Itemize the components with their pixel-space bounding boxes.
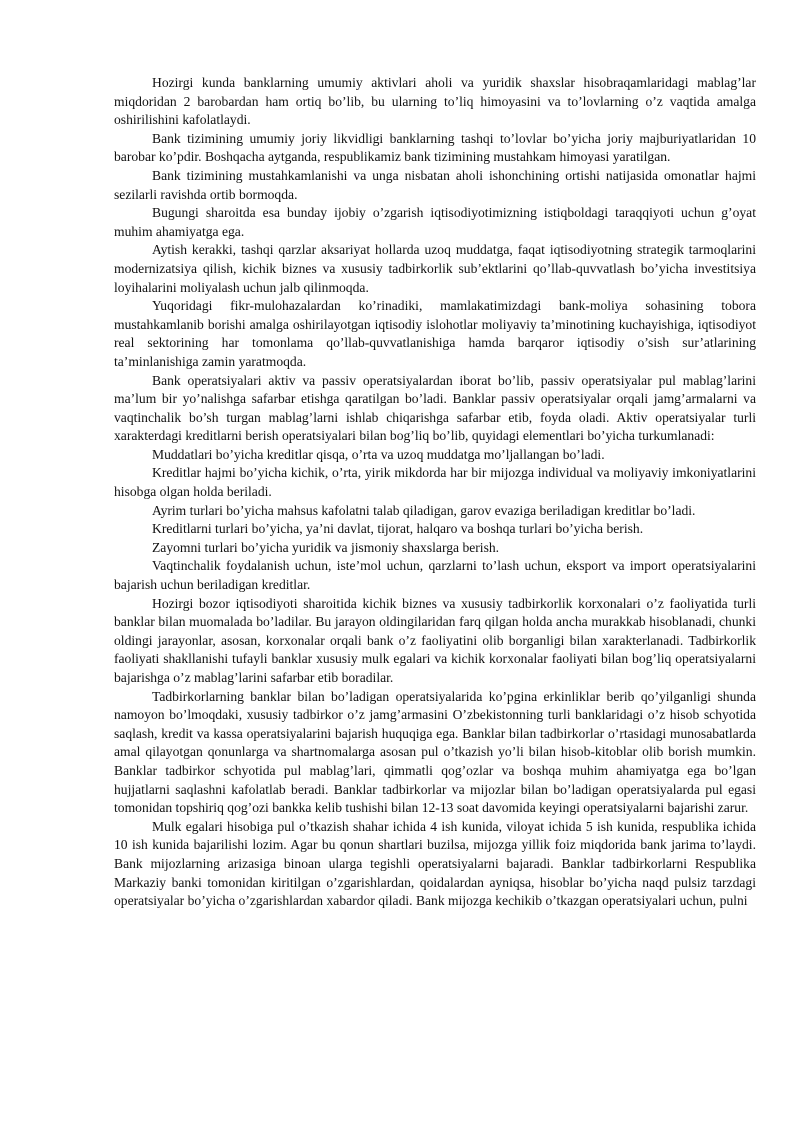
paragraph-transfer-deadlines: Mulk egalari hisobiga pul o’tkazish shahar ichida 4 ish kunida, viloyat ichida 5 ish kunida, respublika ichida 10 ish kunida bajarilishi lozim. Agar bu qonun shartlari buzilsa, mijozga yillik foiz miqdorida bank jarima to’laydi. Bank mijozlarning arizasiga binoan ularga tegishli operatsiyalarni bajaradi. Banklar tadbirkorlarni Respublika Markaziy banki tomonidan kiritilgan o’zgarishlardan, qoidalardan ayniqsa, hisoblar bo’yicha naqd pulsiz tarzdagi operatsiyalar bo’yicha o’zgarishlardan xabardor qiladi. Bank mijozga kechikib o’tkazgan operatsiyalari uchun, pulni <box>114 818 756 909</box>
paragraph-collateral-credits: Ayrim turlari bo’yicha mahsus kafolatni talab qiladigan, garov evaziga beriladigan kreditlar bo’ladi. <box>152 502 696 518</box>
paragraph-entrepreneur-freedoms: Tadbirkorlarning banklar bilan bo’ladigan operatsiyalarida ko’pgina erkinliklar berib qo’yilganligi shunda namoyon bo’lmoqdaki, xususiy tadbirkor o’z jamg’armasini O’zbekistonning turli banklaridagi o’z hisob schyotida saqlash, kredit va kassa operatsiyalarini bajarish huquqiga ega. Banklar bilan tadbirkorlar o’rtasidagi munosabatlarda amal qilayotgan qonunlarga va shartnomalarga asosan pul o’tkazish yo’li bilan hisob-kitoblar olib borish mumkin. Banklar tadbirkor schyotida pul mablag’lari, qimmatli qog’ozlar va boshqa muhim ahamiyatga ega bo’lgan hujjatlarni saqlashni kafolatlab beradi. Banklar tadbirkorlar va mijozlar bilan bo’ladigan operatsiyalarda pul egasi tomonidan topshiriq qog’ozi bankka kelib tushishi bilan 12-13 soat davomida keyingi operatsiyalarni bajarishi zarur. <box>114 688 756 816</box>
paragraph-current-liquidity: Bank tizimining umumiy joriy likvidligi banklarning tashqi to’lovlar bo’yicha joriy majburiyatlaridan 10 barobar ko’pdir. Boshqacha aytganda, respublikamiz bank tizimining mustahkam himoyasi yaratilgan. <box>114 130 756 165</box>
paragraph-external-loans: Aytish kerakki, tashqi qarzlar aksariyat hollarda uzoq muddatga, faqat iqtisodiyotning strategik tarmoqlarini modernizatsiya qilish, kichik biznes va xususiy tadbirkorlik sub’ektlarini qo’llab-quvvatlash bo’yicha investitsiya loyihalarini moliyalash uchun jalb qilinmoqda. <box>114 242 756 295</box>
paragraph-credit-volume: Kreditlar hajmi bo’yicha kichik, o’rta, yirik mikdorda har bir mijozga individual va moliyaviy imkoniyatlarini hisobga olgan holda beriladi. <box>114 465 756 500</box>
paragraph-credit-terms: Muddatlari bo’yicha kreditlar qisqa, o’rta va uzoq muddatga mo’ljallangan bo’ladi. <box>152 446 605 462</box>
paragraph-bank-operations: Bank operatsiyalari aktiv va passiv operatsiyalardan iborat bo’lib, passiv operatsiyalar pul mablag’larini ma’lum bir yo’nalishga safarbar etishga qaratilgan bo’ladi. Banklar passiv operatsiyalar orqali jamg’armalarni va vaqtinchalik bo’sh turgan mablag’larni ishlab chiqarishga safarbar etib, foyda oladi. Aktiv operatsiyalar turli xarakterdagi kreditlarni berish operatsiyalari bilan bog’liq bo’lib, quyidagi elementlari bo’yicha turkumlanadi: <box>114 372 756 444</box>
paragraph-positive-change: Bugungi sharoitda esa bunday ijobiy o’zgarish iqtisodiyotimizning istiqboldagi taraqqiyoti uchun g’oyat muhim ahamiyatga ega. <box>114 205 756 239</box>
paragraph-small-business: Hozirgi bozor iqtisodiyoti sharoitida kichik biznes va xususiy tadbirkorlik korxonalari o’z faoliyatida turli banklar bilan muomalada bo’ladilar. Bu jarayon oldingilaridan farq qilgan holda ancha murakkab hisoblanadi, chunki oldingi jarayonlar, asosan, korxonalar orqali bank o’z faoliyatini olib borganligi bilan xarakterlanadi. Tadbirkorlik faoliyati shakllanishi tufayli banklar xususiy mulk egalari va kichik korxonalar faoliyati bilan bog’liq operatsiyalarni bajarishga o’z mablag’larini safarbar etib boradilar. <box>114 595 756 685</box>
paragraph-loan-types: Zayomni turlari bo’yicha yuridik va jismoniy shaxslarga berish. <box>152 539 500 555</box>
paragraph-deposit-growth: Bank tizimining mustahkamlanishi va unga nisbatan aholi ishonchining ortishi natijasida omonatlar hajmi sezilarli ravishda ortib bormoqda. <box>114 167 756 202</box>
paragraph-temporary-use-credits: Vaqtinchalik foydalanish uchun, iste’mol uchun, qarzlarni to’lash uchun, eksport va import operatsiyalarini bajarish uchun beriladigan kreditlar. <box>114 558 756 593</box>
paragraph-banking-strengthening: Yuqoridagi fikr-mulohazalardan ko’rinadiki, mamlakatimizdagi bank-moliya sohasining tobora mustahkamlanib borishi amalga oshirilayotgan iqtisodiy islohotlar moliyaviy ta’minotining kuchayishiga, iqtisodiyot real sektorining har tomonlama qo’llab-quvvatlanishiga hamda barqaror iqtisodiy o’sish sur’atlarining ta’minlanishiga zamin yaratmoqda. <box>114 298 756 369</box>
paragraph-total-assets: Hozirgi kunda banklarning umumiy aktivlari aholi va yuridik shaxslar hisobraqamlaridagi mablag’lar miqdoridan 2 barobardan ham ortiq bo’lib, bu ularning to’liq himoyasini va to’lovlarning o’z vaqtida amalga oshirilishini kafolatlaydi. <box>114 75 756 128</box>
paragraph-credit-types: Kreditlarni turlari bo’yicha, ya’ni davlat, tijorat, halqaro va boshqa turlari bo’yicha berish. <box>152 521 644 537</box>
